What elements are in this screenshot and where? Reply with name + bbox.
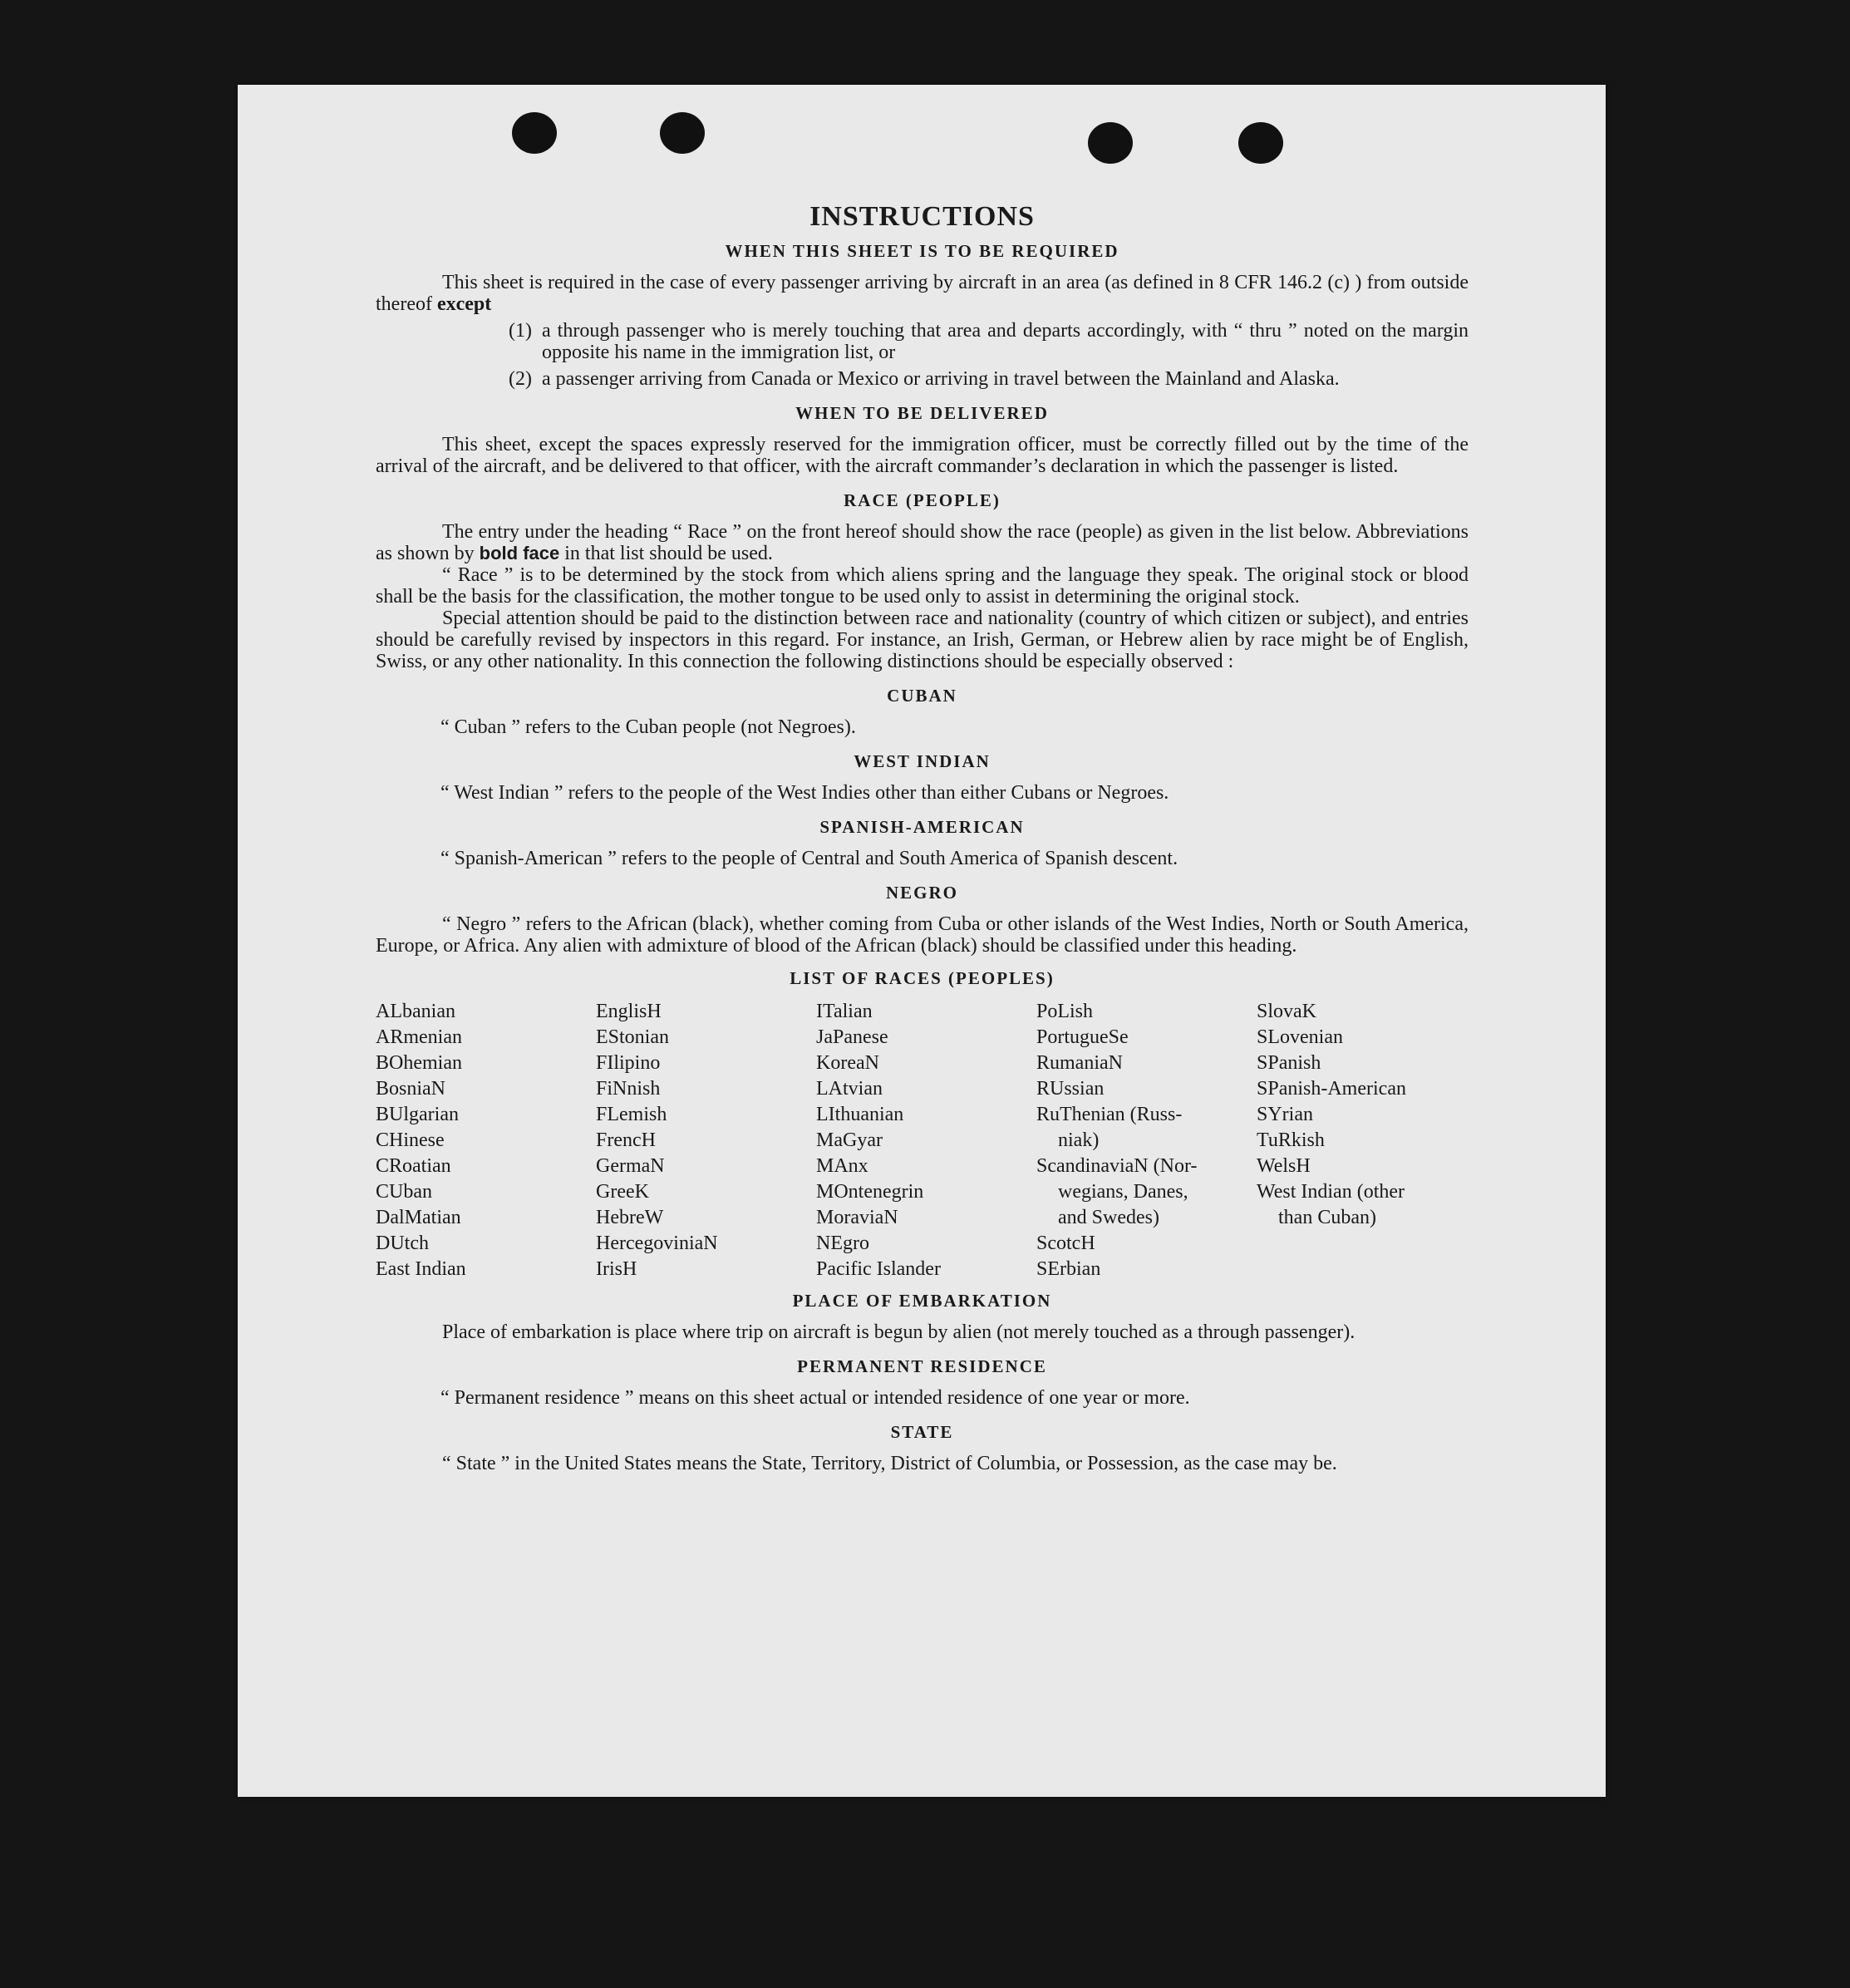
paragraph: This sheet, except the spaces expressly reserved for the immigration officer, must be correctly filled out by the time of the arrival of the aircraft, and be delivered to that officer, with the aircraft commander’s declaration in which the passenger is listed.	[376, 434, 1469, 477]
paragraph: “ Permanent residence ” means on this sheet actual or intended residence of one year or more.	[440, 1387, 1190, 1409]
page-title: INSTRUCTIONS	[809, 201, 1035, 232]
paragraph-text: The entry under the heading “ Race ” on the front hereof should show the race (people) as given in the list below. Abbreviations as shown by	[376, 521, 1469, 564]
bold-text: except	[436, 293, 492, 315]
race-entry: LAtvian	[816, 1078, 883, 1100]
race-column	[1036, 999, 1248, 1282]
race-entry: wegians, Danes,	[1058, 1181, 1188, 1203]
race-entry: PortugueSe	[1036, 1026, 1129, 1048]
race-entry: HercegoviniaN	[596, 1233, 718, 1254]
race-entry: NEgro	[816, 1233, 869, 1254]
paragraph: “ Spanish-American ” refers to the people of Central and South America of Spanish descent.	[440, 848, 1178, 869]
race-entry: SlovaK	[1257, 1001, 1316, 1022]
paragraph: Place of embarkation is place where trip on aircraft is begun by alien (not merely touched as a through passenger).	[442, 1321, 1356, 1343]
race-entry: SPanish-American	[1257, 1078, 1406, 1100]
race-entry: SPanish	[1257, 1052, 1321, 1074]
race-entry: GermaN	[596, 1155, 665, 1177]
race-entry: HebreW	[596, 1207, 664, 1228]
race-entry: and Swedes)	[1058, 1207, 1159, 1228]
race-entry: CRoatian	[376, 1155, 451, 1177]
race-entry: RUssian	[1036, 1078, 1105, 1100]
race-entry: niak)	[1058, 1129, 1100, 1151]
list-item	[509, 368, 1469, 390]
paragraph	[376, 272, 1469, 315]
section-heading: PLACE OF EMBARKATION	[792, 1291, 1052, 1311]
race-entry: ALbanian	[376, 1001, 455, 1022]
race-entry: IrisH	[596, 1258, 637, 1280]
section-heading: NEGRO	[885, 883, 958, 903]
race-entry: East Indian	[376, 1258, 466, 1280]
section-heading: CUBAN	[887, 686, 957, 706]
race-entry: FLemish	[596, 1104, 667, 1125]
paragraph: “ Negro ” refers to the African (black), whether coming from Cuba or other islands of the West Indies, North or South America, Europe, or Africa. Any alien with admixture of blood of the African (black) should be classified under this heading.	[376, 913, 1469, 957]
race-entry: SLovenian	[1257, 1026, 1343, 1048]
race-entry: Pacific Islander	[816, 1258, 941, 1280]
race-entry: SErbian	[1036, 1258, 1101, 1280]
paragraph-text: This sheet is required in the case of every passenger arriving by aircraft in an area (as defined in 8 CFR 146.2 (c) ) from outside thereof	[376, 272, 1469, 315]
race-entry: than Cuban)	[1278, 1207, 1376, 1228]
race-entry: LIthuanian	[816, 1104, 904, 1125]
race-entry: CUban	[376, 1181, 432, 1203]
section-heading: RACE (PEOPLE)	[844, 490, 1001, 510]
race-entry: MaGyar	[816, 1129, 883, 1151]
section-heading: STATE	[890, 1422, 954, 1442]
race-entry: DalMatian	[376, 1207, 461, 1228]
paragraph: “ Cuban ” refers to the Cuban people (not Negroes).	[440, 716, 856, 738]
punch-hole	[512, 112, 557, 154]
paragraph: Special attention should be paid to the distinction between race and nationality (country of which citizen or subject), and entries should be carefully revised by inspectors in this regard. For instance, an Irish, German, or Hebrew alien by race might be of English, Swiss, or any other nationality. In this connection the following distinctions should be especially observed :	[376, 608, 1469, 672]
race-list	[376, 999, 1469, 1282]
race-entry: BUlgarian	[376, 1104, 459, 1125]
section-heading: WEST INDIAN	[854, 751, 991, 771]
race-entry: BOhemian	[376, 1052, 462, 1074]
document-sheet	[238, 85, 1606, 1797]
punch-hole	[1238, 122, 1283, 164]
race-entry: GreeK	[596, 1181, 649, 1203]
race-entry: FIlipino	[596, 1052, 661, 1074]
list-item	[509, 320, 1469, 363]
punch-hole	[1088, 122, 1133, 164]
item-text: a passenger arriving from Canada or Mexico or arriving in travel between the Mainland and Alaska.	[542, 368, 1340, 390]
race-entry: BosniaN	[376, 1078, 445, 1100]
race-entry: FrencH	[596, 1129, 656, 1151]
race-entry: EnglisH	[596, 1001, 662, 1022]
race-entry: MoraviaN	[816, 1207, 898, 1228]
race-entry: RuThenian (Russ-	[1036, 1104, 1183, 1125]
race-entry: CHinese	[376, 1129, 445, 1151]
race-entry: JaPanese	[816, 1026, 888, 1048]
race-entry: EStonian	[596, 1026, 669, 1048]
race-entry: ARmenian	[376, 1026, 462, 1048]
section-heading: PERMANENT RESIDENCE	[797, 1356, 1047, 1376]
paragraph-text: in that list should be used.	[564, 543, 773, 564]
race-entry: ScotcH	[1036, 1233, 1095, 1254]
section-heading: LIST OF RACES (PEOPLES)	[790, 968, 1055, 988]
race-entry: West Indian (other	[1257, 1181, 1405, 1203]
section-heading: WHEN THIS SHEET IS TO BE REQUIRED	[725, 241, 1119, 261]
race-entry: ScandinaviaN (Nor-	[1036, 1155, 1198, 1177]
race-column	[596, 999, 808, 1282]
race-entry: ITalian	[816, 1001, 873, 1022]
race-entry: MOntenegrin	[816, 1181, 924, 1203]
race-entry: KoreaN	[816, 1052, 879, 1074]
paragraph: “ Race ” is to be determined by the stock from which aliens spring and the language they speak. The original stock or blood shall be the basis for the classification, the mother tongue to be used only to assist in determining the original stock.	[376, 564, 1469, 608]
race-entry: DUtch	[376, 1233, 429, 1254]
race-column	[816, 999, 1028, 1282]
race-column	[1257, 999, 1469, 1282]
race-entry: WelsH	[1257, 1155, 1311, 1177]
race-entry: FiNnish	[596, 1078, 661, 1100]
race-entry: PoLish	[1036, 1001, 1094, 1022]
paragraph	[376, 521, 1469, 564]
race-column	[376, 999, 588, 1282]
item-number: (1)	[509, 320, 532, 342]
item-number: (2)	[509, 368, 532, 390]
paragraph: “ West Indian ” refers to the people of the West Indies other than either Cubans or Negroes.	[440, 782, 1169, 804]
race-entry: TuRkish	[1257, 1129, 1325, 1151]
race-entry: MAnx	[816, 1155, 868, 1177]
section-heading: SPANISH-AMERICAN	[819, 817, 1025, 837]
instructions-content	[376, 201, 1469, 1474]
race-entry: SYrian	[1257, 1104, 1313, 1125]
bold-text: bold face	[479, 543, 560, 563]
punch-hole	[660, 112, 705, 154]
race-entry: RumaniaN	[1036, 1052, 1123, 1074]
paragraph: “ State ” in the United States means the State, Territory, District of Columbia, or Possession, as the case may be.	[442, 1453, 1337, 1474]
section-heading: WHEN TO BE DELIVERED	[795, 403, 1049, 423]
item-text: a through passenger who is merely touching that area and departs accordingly, with “ thru ” noted on the margin opposite his name in the immigration list, or	[542, 320, 1469, 363]
